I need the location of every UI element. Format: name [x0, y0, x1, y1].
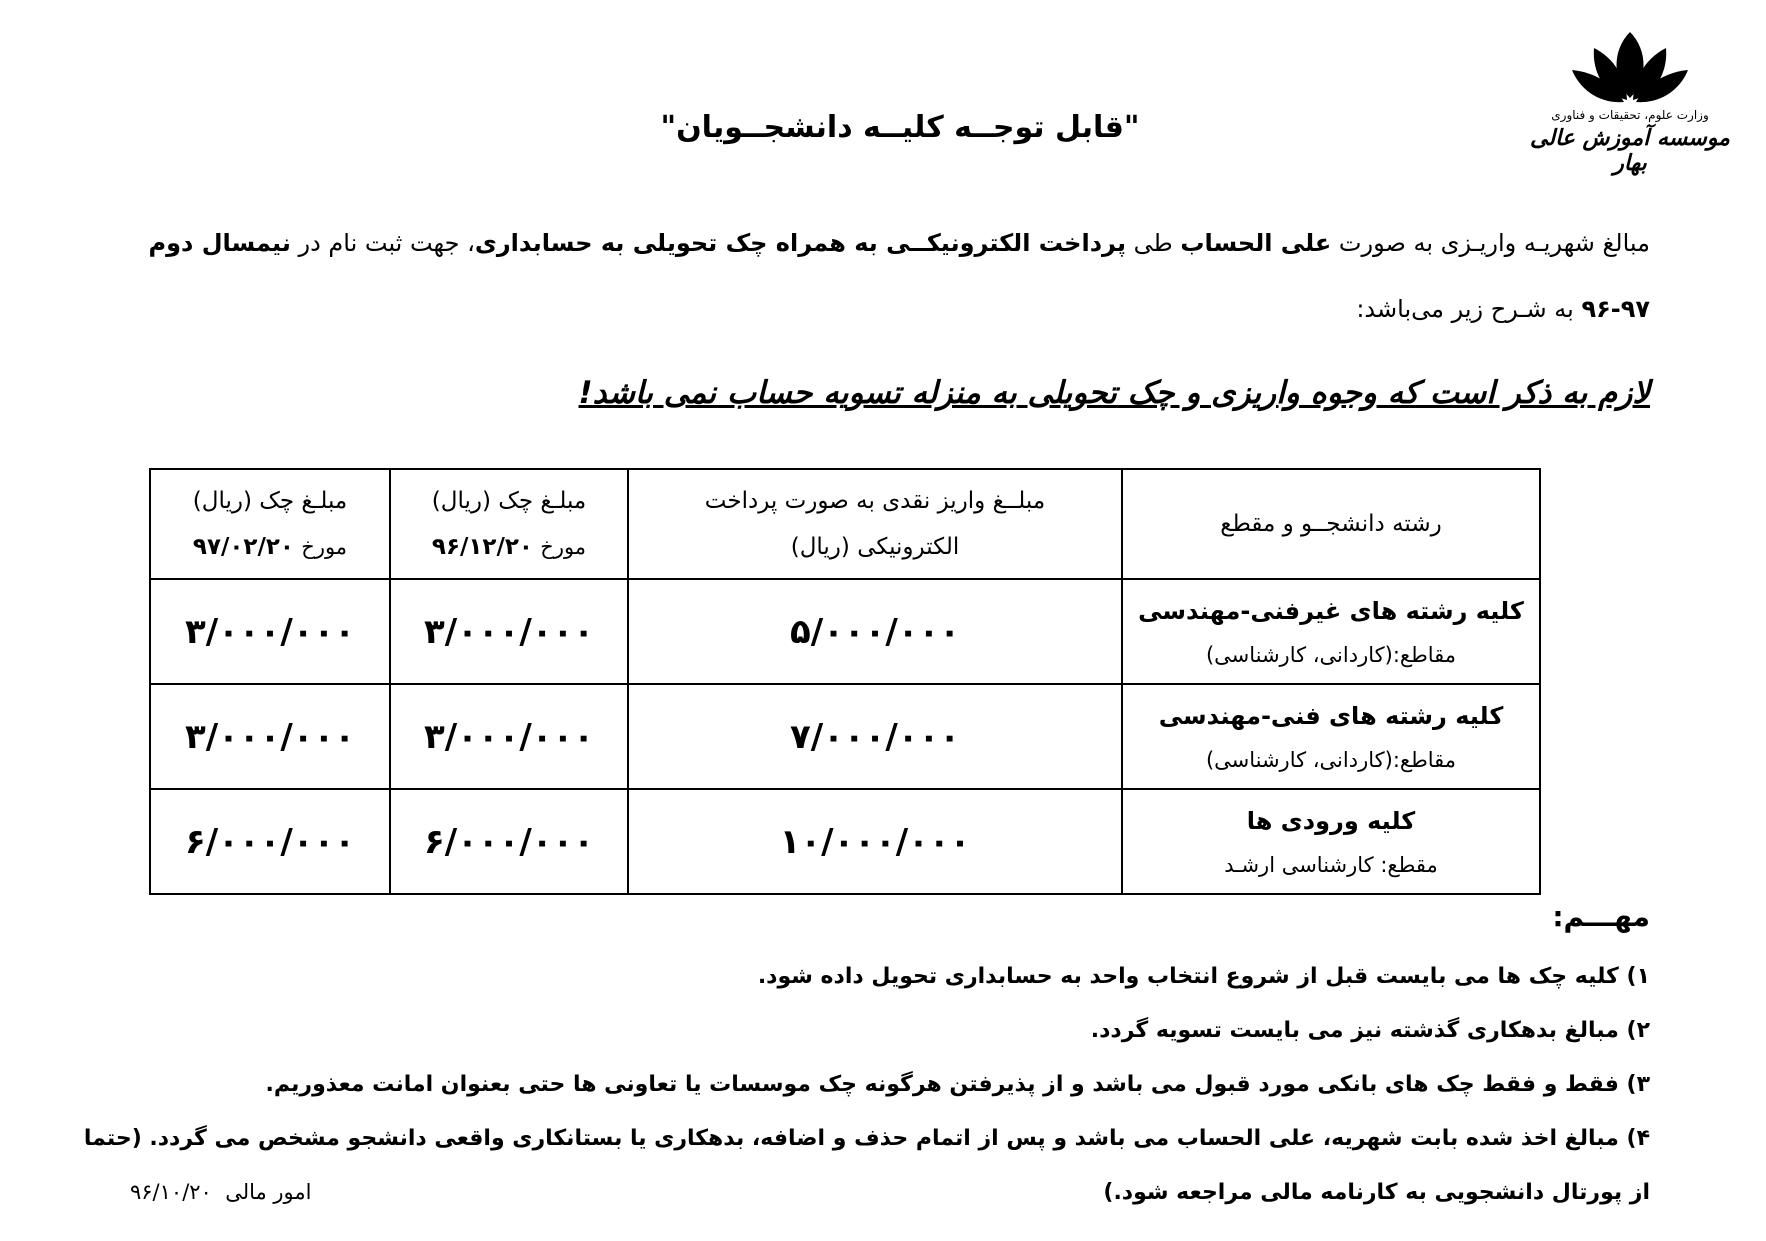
intro-text-2: طی [1125, 229, 1181, 257]
table-row [150, 684, 1540, 789]
note-item: ۴) مبالغ اخذ شده بابت شهریه، علی الحساب می باشد و پس از اتمام حذف و اضافه، بدهکاری یا بستانکاری واقعی دانشجو مشخص می گردد. (حتما از پورتال دانشجویی به کارنامه مالی مراجعه شود.) [83, 1126, 1650, 1205]
row-check-1-amount: ۳/۰۰۰/۰۰۰ [390, 579, 628, 684]
row-field-cell [1122, 789, 1540, 894]
header-check-2 [150, 469, 390, 579]
header-field-label: رشته دانشجــو و مقطع [1220, 511, 1442, 537]
institute-logo [1530, 28, 1730, 198]
note-item: ۱) کلیه چک ها می بایست قبل از شروع انتخاب واحد به حسابداری تحویل داده شود. [757, 964, 1650, 989]
header-check-1-label: مبلـغ چک (ریال) [431, 488, 587, 514]
row-cash-amount: ۱۰/۰۰۰/۰۰۰ [628, 789, 1122, 894]
header-check-1 [390, 469, 628, 579]
institute-name: موسسه آموزش عالی بهار [1530, 126, 1730, 176]
row-check-1-amount: ۳/۰۰۰/۰۰۰ [390, 684, 628, 789]
row-cash-amount: ۵/۰۰۰/۰۰۰ [628, 579, 1122, 684]
row-field-level: مقطع: کارشناسی ارشـد [1224, 852, 1438, 877]
row-field-name: کلیه ورودی ها [1246, 806, 1416, 835]
signature-dept: امور مالی [225, 1180, 312, 1204]
intro-paragraph [80, 210, 1650, 342]
header-cash-line2: الکترونیکی (ریال) [790, 534, 960, 560]
note-item: ۳) فقط و فقط چک های بانکی مورد قبول می باشد و از پذیرفتن هرگونه چک موسسات یا تعاونی ها حتی بعنوان امانت معذوریم. [265, 1072, 1650, 1097]
tuition-fee-table [149, 468, 1541, 895]
header-check-2-date-label: مورخ [301, 535, 348, 559]
row-cash-amount: ۷/۰۰۰/۰۰۰ [628, 684, 1122, 789]
header-check-1-date-label: مورخ [540, 535, 587, 559]
row-field-cell [1122, 684, 1540, 789]
row-field-name: کلیه رشته های فنی-مهندسی [1158, 701, 1504, 730]
header-check-1-date: ۹۶/۱۲/۲۰ [431, 534, 533, 560]
table-header-row [150, 469, 1540, 579]
row-field-name: کلیه رشته های غیرفنی-مهندسی [1138, 596, 1524, 625]
table-row [150, 579, 1540, 684]
header-check-2-date: ۹۷/۰۲/۲۰ [192, 534, 294, 560]
row-check-2-amount: ۳/۰۰۰/۰۰۰ [150, 684, 390, 789]
page-title: "قابل توجــه کلیــه دانشجــویان" [660, 110, 1140, 145]
intro-bold-1: علی الحساب [1180, 229, 1332, 257]
notes-heading: مهـــم: [1552, 900, 1650, 933]
lotus-logo-icon [1570, 28, 1690, 106]
row-field-level: مقاطع:(کاردانی، کارشناسی) [1205, 642, 1457, 667]
signature-date: ۹۶/۱۰/۲۰ [130, 1180, 212, 1204]
ministry-name: وزارت علوم، تحقیقات و فناوری [1551, 108, 1709, 122]
notice-line: لازم به ذکر است که وجوه واریزی و چک تحویلی به منزله تسویه حساب نمی باشد! [578, 375, 1650, 411]
intro-bold-3: نیمسال دوم ۹۷-۹۶ [148, 229, 1650, 323]
row-field-level: مقاطع:(کاردانی، کارشناسی) [1205, 747, 1457, 772]
header-cash [628, 469, 1122, 579]
note-item: ۲) مبالغ بدهکاری گذشته نیز می بایست تسویه گردد. [1090, 1018, 1650, 1043]
row-check-2-amount: ۳/۰۰۰/۰۰۰ [150, 579, 390, 684]
intro-text-3: ، جهت ثبت نام در [290, 229, 475, 257]
intro-bold-2: پرداخت الکترونیکــی به همراه چک تحویلی به حسابداری [474, 229, 1126, 257]
header-check-2-label: مبلـغ چک (ریال) [192, 488, 348, 514]
header-field [1122, 469, 1540, 579]
row-check-1-amount: ۶/۰۰۰/۰۰۰ [390, 789, 628, 894]
header-cash-line1: مبلــغ واریز نقدی به صورت پرداخت [704, 488, 1046, 514]
row-check-2-amount: ۶/۰۰۰/۰۰۰ [150, 789, 390, 894]
table-row [150, 789, 1540, 894]
intro-text-4: به شـرح زیر می‌باشد: [1356, 295, 1582, 323]
signature [130, 1180, 410, 1204]
intro-text-1: مبالغ شهریـه واریـزی به صورت [1331, 229, 1650, 257]
row-field-cell [1122, 579, 1540, 684]
